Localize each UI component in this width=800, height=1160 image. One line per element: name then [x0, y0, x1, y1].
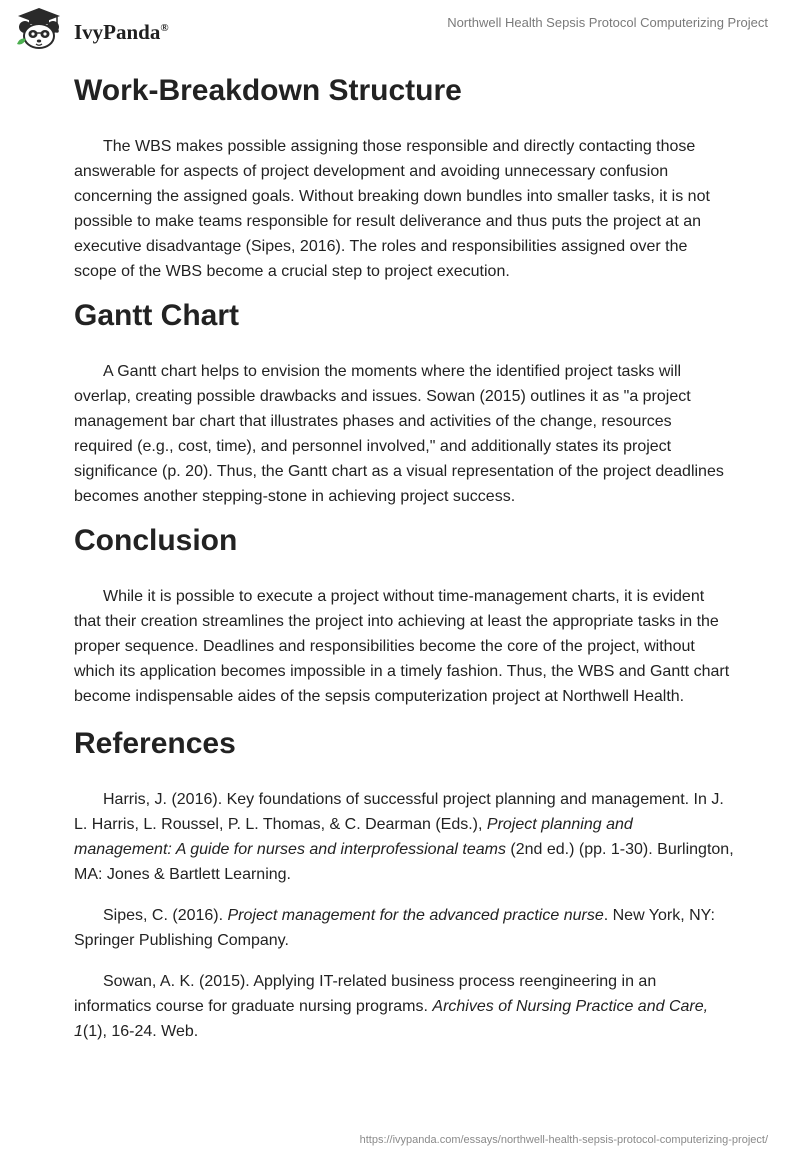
- brand-name[interactable]: IvyPanda®: [74, 20, 169, 44]
- source-url-link[interactable]: https://ivypanda.com/essays/northwell-health-sepsis-protocol-computerizing-project/: [359, 1134, 768, 1146]
- reference-title: Project management for the advanced practice nurse: [227, 907, 604, 924]
- page-header: [0, 0, 800, 60]
- reference-title: Project planning and management: A guide for nurses and interprofessional teams: [74, 816, 633, 858]
- document-title: Northwell Health Sepsis Protocol Computerizing Project: [447, 15, 768, 30]
- heading-conclusion: Conclusion: [74, 524, 238, 557]
- reference-item: Sowan, A. K. (2015). Applying IT-related business process reengineering in an informatics course for graduate nursing programs. Archives of Nursing Practice and Care, 1(1), 16-24. Web.: [74, 973, 709, 1040]
- paragraph-gantt-chart: A Gantt chart helps to envision the moments where the identified project tasks will overlap, creating possible drawbacks and issues. Sowan (2015) outlines it as "a project management bar chart that illustrates phases and activities of the change, resources required (e.g., cost, time), and personnel involved," and additionally states its project significance (p. 20). Thus, the Gantt chart as a visual representation of the project deadlines becomes another stepping-stone in achieving project success.: [74, 363, 724, 505]
- paragraph-conclusion: While it is possible to execute a project without time-management charts, it is evident that their creation streamlines the project into achieving at least the appropriate tasks in the proper sequence. Deadlines and responsibilities become the core of the project, without which its application becomes impossible in a timely fashion. Thus, the WBS and Gantt chart become indispensable aides of the sepsis computerization project at Northwell Health.: [74, 588, 730, 705]
- reference-item: Sipes, C. (2016). Project management for the advanced practice nurse. New York, NY: Springer Publishing Company.: [74, 907, 715, 949]
- heading-references: References: [74, 727, 236, 760]
- reference-title: Archives of Nursing Practice and Care, 1: [74, 998, 709, 1040]
- panda-logo-icon: [14, 6, 64, 50]
- essay-content: [74, 72, 734, 1060]
- heading-gantt-chart: Gantt Chart: [74, 299, 239, 332]
- heading-wbs: Work-Breakdown Structure: [74, 74, 462, 107]
- reference-item: Harris, J. (2016). Key foundations of successful project planning and management. In J. L. Harris, L. Roussel, P. L. Thomas, & C. Dearman (Eds.), Project planning and management: A guide for nurses and interprofessional teams (2nd ed.) (pp. 1-30). Burlington, MA: Jones & Bartlett Learning.: [74, 791, 734, 883]
- paragraph-wbs: The WBS makes possible assigning those responsible and directly contacting those answerable for aspects of project development and avoiding unnecessary confusion concerning the assigned goals. Without breaking down bundles into smaller tasks, it is not possible to make teams responsible for result deliverance and thus puts the project at an executive disadvantage (Sipes, 2016). The roles and responsibilities assigned over the scope of the WBS become a crucial step to project execution.: [74, 138, 710, 280]
- registered-mark: ®: [160, 22, 169, 34]
